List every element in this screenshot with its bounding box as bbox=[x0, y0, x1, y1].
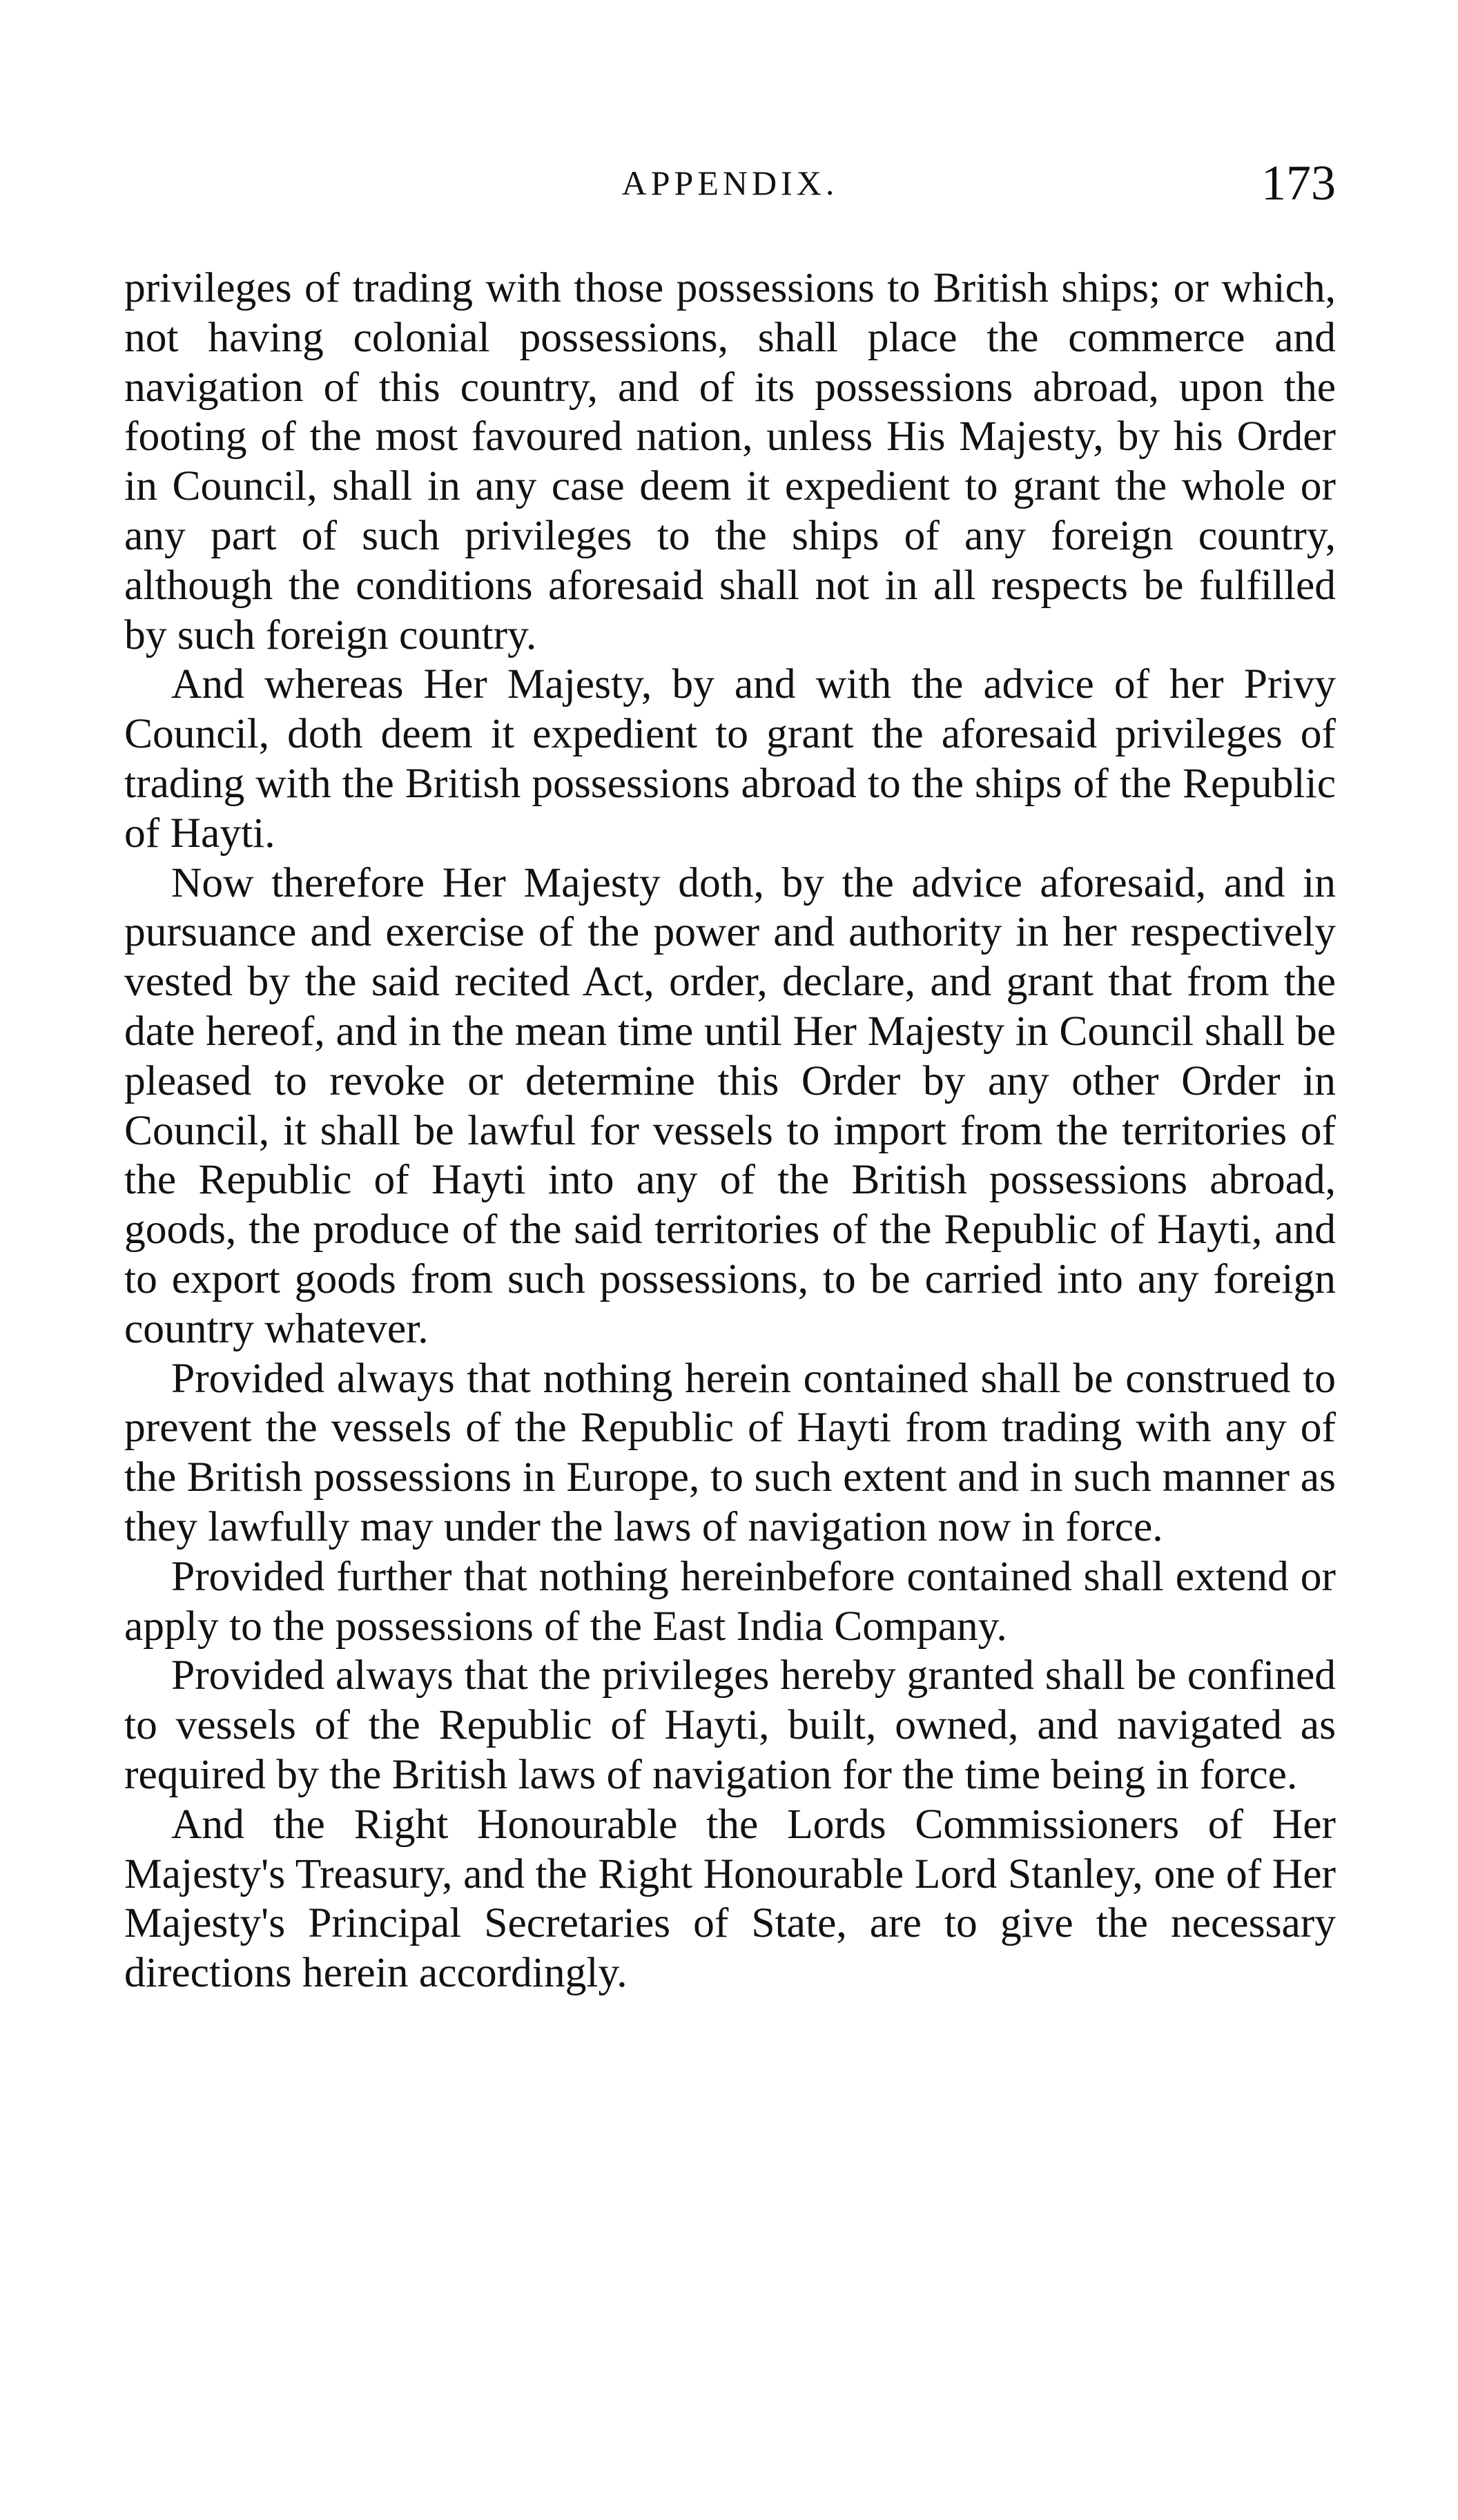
body-text bbox=[124, 264, 1336, 1998]
page-header bbox=[124, 155, 1336, 210]
paragraph-now-therefore: Now therefore Her Majesty doth, by the advice aforesaid, and in pursuance and exercise of the power and authority in her respectively vested by the said recited Act, order, declare, and grant that from the date hereof, and in the mean time until Her Majesty in Council shall be pleased to revoke or determine this Order by any other Order in Council, it shall be lawful for vessels to import from the territories of the Republic of Hayti into any of the British possessions abroad, goods, the produce of the said territories of the Republic of Hayti, and to export goods from such possessions, to be carried into any foreign country whatever. bbox=[124, 859, 1336, 1352]
paragraph-whereas: And whereas Her Majesty, by and with the advice of her Privy Council, doth deem it expedient to grant the aforesaid privileges of trading with the British possessions abroad to the ships of the Republic of Hayti. bbox=[124, 661, 1336, 857]
paragraph-proviso-europe: Provided always that nothing herein contained shall be construed to prevent the vessels of the Republic of Hayti from trading with any of the British possessions in Europe, to such extent and in such manner as they lawfully may under the laws of navigation now in force. bbox=[124, 1354, 1336, 1550]
running-head: APPENDIX. bbox=[621, 164, 839, 202]
paragraph-directions: And the Right Honourable the Lords Commissioners of Her Majesty's Treasury, and the Right Honourable Lord Stanley, one of Her Majesty's Principal Secretaries of State, are to give the necessary directions herein accordingly. bbox=[124, 1800, 1336, 1997]
paragraph-proviso-vessels: Provided always that the privileges hereby granted shall be confined to vessels of the Republic of Hayti, built, owned, and navigated as required by the British laws of navigation for the time being in force. bbox=[124, 1652, 1336, 1798]
page-number: 173 bbox=[1261, 155, 1336, 211]
paragraph-continued: privileges of trading with those possessions to British ships; or which, not having colonial possessions, shall place the commerce and navigation of this country, and of its possessions abroad, upon the footing of the most favoured nation, unless His Majesty, by his Order in Council, shall in any case deem it expedient to grant the whole or any part of such privileges to the ships of any foreign country, although the conditions aforesaid shall not in all respects be fulfilled by such foreign country. bbox=[124, 264, 1336, 658]
paragraph-proviso-east-india: Provided further that nothing hereinbefore contained shall extend or apply to the possessions of the East India Company. bbox=[124, 1552, 1336, 1650]
